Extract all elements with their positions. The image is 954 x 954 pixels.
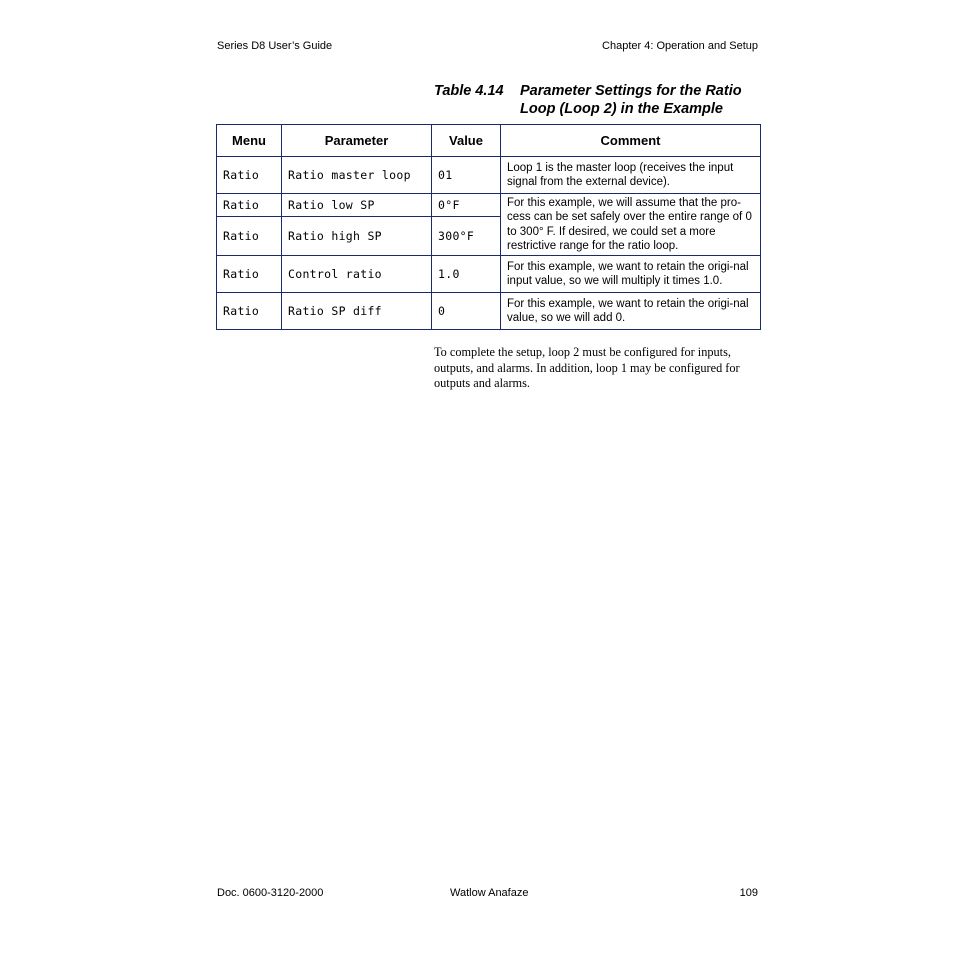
column-header-menu: Menu xyxy=(217,125,282,157)
cell-parameter: Ratio SP diff xyxy=(282,293,432,330)
cell-value: 0°F xyxy=(432,194,501,217)
cell-parameter: Control ratio xyxy=(282,256,432,293)
cell-comment: For this example, we want to retain the origi-nal input value, so we will multiply it times 1.0. xyxy=(501,256,761,293)
cell-parameter: Ratio high SP xyxy=(282,217,432,256)
table-row xyxy=(217,293,761,330)
cell-parameter: Ratio low SP xyxy=(282,194,432,217)
table-row xyxy=(217,194,761,217)
body-paragraph: To complete the setup, loop 2 must be configured for inputs, outputs, and alarms. In addition, loop 1 may be configured for outputs and alarms. xyxy=(434,345,740,391)
table-number: Table 4.14 xyxy=(434,83,504,99)
cell-value: 01 xyxy=(432,157,501,194)
cell-menu: Ratio xyxy=(217,194,282,217)
column-header-comment: Comment xyxy=(501,125,761,157)
cell-menu: Ratio xyxy=(217,157,282,194)
table-header-row xyxy=(217,125,761,157)
table-row xyxy=(217,157,761,194)
parameter-settings-table xyxy=(216,124,761,330)
table-row xyxy=(217,256,761,293)
footer-doc-number: Doc. 0600-3120-2000 xyxy=(217,887,324,899)
cell-menu: Ratio xyxy=(217,256,282,293)
column-header-parameter: Parameter xyxy=(282,125,432,157)
cell-value: 0 xyxy=(432,293,501,330)
cell-menu: Ratio xyxy=(217,293,282,330)
cell-value: 1.0 xyxy=(432,256,501,293)
running-header-right: Chapter 4: Operation and Setup xyxy=(602,40,758,52)
table-title: Parameter Settings for the Ratio Loop (Loop 2) in the Example xyxy=(520,83,742,117)
cell-comment: Loop 1 is the master loop (receives the input signal from the external device). xyxy=(501,157,761,194)
cell-value: 300°F xyxy=(432,217,501,256)
cell-comment: For this example, we will assume that the pro-cess can be set safely over the entire range of 0 to 300° F. If desired, we could set a more restrictive range for the ratio loop. xyxy=(501,194,761,256)
cell-parameter: Ratio master loop xyxy=(282,157,432,194)
cell-comment: For this example, we want to retain the origi-nal value, so we will add 0. xyxy=(501,293,761,330)
table-caption xyxy=(434,82,760,118)
column-header-value: Value xyxy=(432,125,501,157)
running-header-left: Series D8 User’s Guide xyxy=(217,40,333,52)
page-number: 109 xyxy=(739,887,758,899)
cell-menu: Ratio xyxy=(217,217,282,256)
footer-company: Watlow Anafaze xyxy=(450,887,529,899)
